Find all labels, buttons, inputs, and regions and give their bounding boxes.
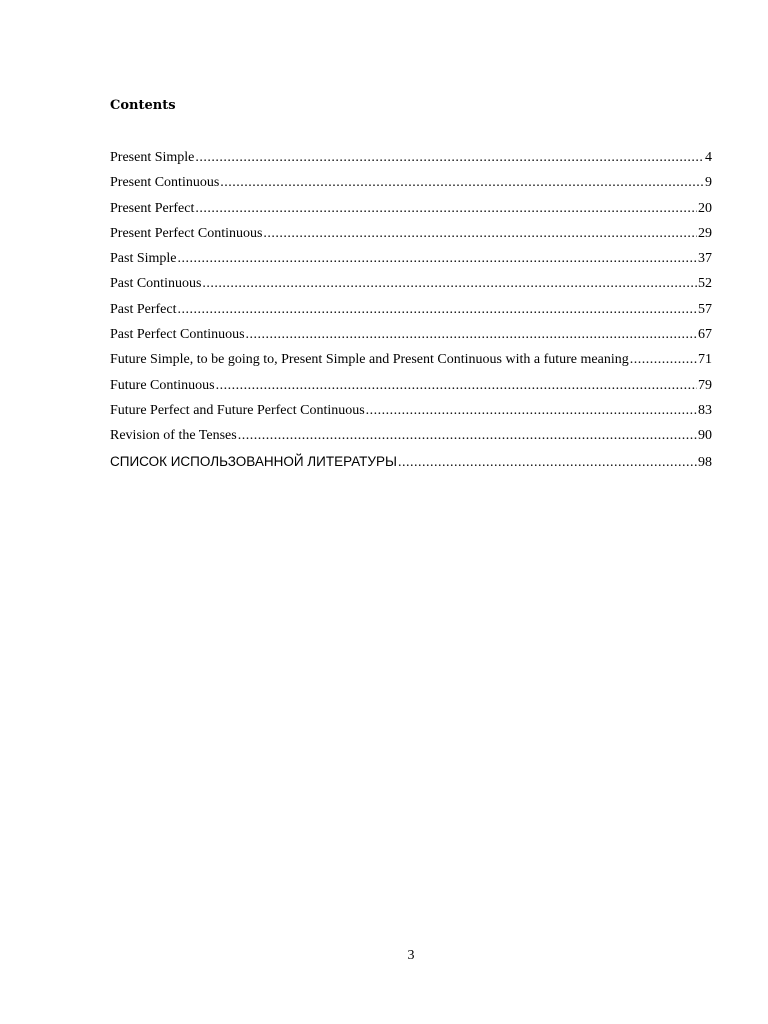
page-number: 3: [407, 948, 415, 963]
toc-entry-title: Future Continuous: [110, 377, 215, 393]
toc-entry-page: 29: [698, 225, 712, 241]
toc-entry[interactable]: [110, 224, 712, 249]
toc-leader-dots: [263, 224, 697, 244]
toc-entry-page: 57: [698, 301, 712, 317]
toc-entry-page: 37: [698, 251, 712, 267]
toc-leader-dots: [398, 453, 697, 473]
toc-entry[interactable]: [110, 274, 712, 299]
toc-entry-page: 90: [698, 428, 712, 444]
toc-leader-dots: [216, 376, 697, 396]
toc-leader-dots: [195, 148, 704, 168]
toc-entry[interactable]: [110, 452, 712, 477]
toc-entry-page: 67: [698, 327, 712, 343]
toc-entry-title: Future Perfect and Future Perfect Continuous: [110, 402, 365, 418]
toc-entry-title: Present Perfect Continuous: [110, 225, 263, 241]
toc-entry-title: Past Perfect: [110, 301, 177, 317]
toc-entry[interactable]: [110, 148, 712, 173]
toc-entry[interactable]: [110, 249, 712, 274]
toc-leader-dots: [195, 199, 697, 219]
toc-entry-page: 52: [698, 276, 712, 292]
toc-leader-dots: [630, 350, 697, 370]
toc-entry-page: 98: [698, 454, 712, 470]
toc-entry-title: Past Simple: [110, 251, 177, 267]
toc-entry-title: Present Continuous: [110, 175, 220, 191]
toc-entry-page: 71: [698, 352, 712, 368]
toc-leader-dots: [202, 274, 697, 294]
toc-entry[interactable]: [110, 401, 712, 426]
toc-entry[interactable]: [110, 325, 712, 350]
toc-leader-dots: [238, 426, 697, 446]
toc-entry-page: 4: [705, 150, 712, 165]
toc-leader-dots: [366, 401, 697, 421]
toc-entry-page: 79: [698, 377, 712, 393]
toc-entry[interactable]: [110, 376, 712, 401]
toc-entry[interactable]: [110, 199, 712, 224]
table-of-contents: [110, 148, 712, 477]
toc-leader-dots: [220, 173, 704, 193]
toc-entry[interactable]: [110, 426, 712, 451]
toc-entry-title: Present Perfect: [110, 200, 195, 216]
toc-entry-title: СПИСОК ИСПОЛЬЗОВАННОЙ ЛИТЕРАТУРЫ: [110, 453, 397, 469]
toc-entry[interactable]: [110, 350, 712, 375]
toc-entry-page: 83: [698, 402, 712, 418]
toc-entry-page: 20: [698, 200, 712, 216]
toc-entry-title: Past Continuous: [110, 276, 202, 292]
toc-entry-title: Past Perfect Continuous: [110, 327, 245, 343]
toc-entry-page: 9: [705, 175, 712, 191]
contents-heading: Contents: [110, 98, 176, 113]
toc-entry-title: Revision of the Tenses: [110, 428, 237, 444]
toc-leader-dots: [246, 325, 697, 345]
toc-entry-title: Future Simple, to be going to, Present Simple and Present Continuous with a future meaning: [110, 352, 629, 368]
toc-entry[interactable]: [110, 300, 712, 325]
toc-leader-dots: [178, 249, 697, 269]
toc-entry-title: Present Simple: [110, 150, 195, 165]
toc-leader-dots: [177, 300, 697, 320]
toc-entry[interactable]: [110, 173, 712, 198]
